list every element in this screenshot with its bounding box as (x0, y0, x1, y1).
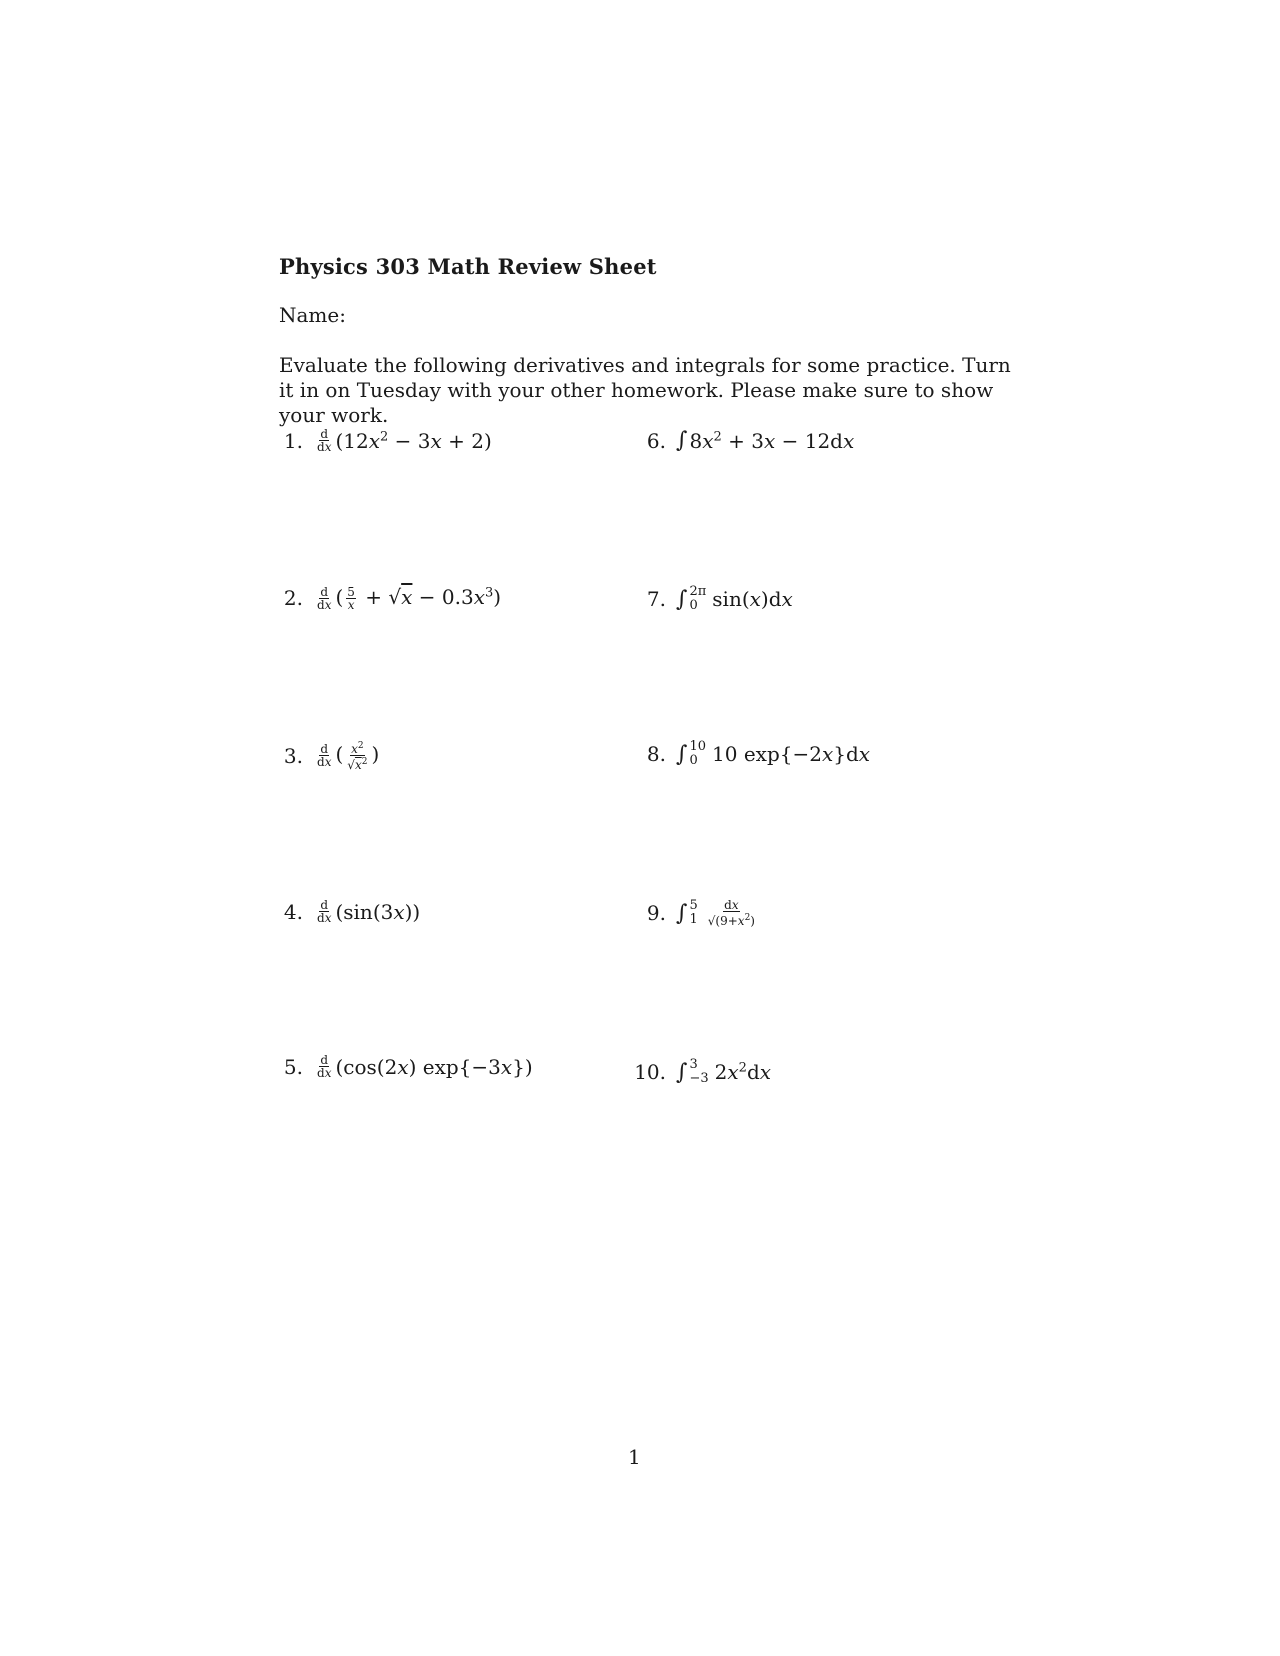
problem-expression: sin(x)dx (712, 587, 793, 611)
problem-expression: $8x^2 + 3x - 12dx$ (689, 428, 855, 453)
derivative-operator: $\frac{d}{dx}$ (317, 898, 332, 925)
derivative-operator: $\frac{d}{dx}$ (317, 427, 332, 454)
instructions: Evaluate the following derivatives and integrals for some practice. Turn it in on Tuesday with your other homework. Please make sure to show your work. (279, 353, 1011, 427)
problem-number: 5. (283, 1054, 303, 1079)
integral-limits: 5 1 (689, 898, 698, 927)
derivative-operator: $\frac{d}{dx}$ (317, 742, 332, 769)
problem-number: 4. (283, 899, 303, 924)
integral-sign: ∫ (676, 586, 688, 612)
integral-limits: 10 0 (689, 739, 707, 768)
problem-number: 9. (646, 901, 666, 925)
problem-8 (634, 740, 870, 768)
integral-sign: ∫ (676, 741, 688, 767)
problem-9 (634, 899, 759, 927)
problem-expression: ( $\frac{5}{x}$ + $√x - 0.3x^3$) (335, 585, 502, 612)
problem-number: 3. (283, 743, 303, 768)
integral-sign: ∫ (676, 428, 688, 453)
problem-expression: $2x^2dx$ (714, 1060, 772, 1084)
problem-number: 6. (646, 428, 666, 453)
problem-number: 8. (646, 742, 666, 766)
problem-expression: $\frac{dx}{√(9+x^2)}$ (707, 898, 755, 928)
problem-10 (634, 1058, 771, 1086)
page-number: 1 (628, 1445, 641, 1469)
problem-number: 1. (283, 428, 303, 453)
problem-expression: 10 exp{−2x}dx (712, 742, 871, 766)
problem-number: 10. (634, 1060, 666, 1084)
name-label: Name: (279, 303, 346, 327)
derivative-operator: $\frac{d}{dx}$ (317, 1053, 332, 1080)
problem-number: 7. (646, 587, 666, 611)
problem-7 (634, 585, 793, 613)
problem-number: 2. (283, 586, 303, 610)
problem-6 (634, 428, 854, 453)
derivative-operator: $\frac{d}{dx}$ (317, 584, 332, 612)
problem-4 (277, 899, 420, 924)
problem-expression: ( $\frac{x^2}{√x^2}$ ) (335, 741, 380, 772)
problem-expression: $(12x^2 - 3x + 2)$ (335, 428, 492, 453)
integral-limits: 3 −3 (689, 1057, 709, 1086)
problem-1 (277, 428, 492, 453)
problem-3 (277, 740, 379, 771)
problem-expression: (sin(3x)) (335, 899, 421, 924)
problem-5 (277, 1054, 533, 1079)
integral-limits: 2π 0 (689, 584, 707, 613)
integral-sign: ∫ (676, 900, 688, 926)
problem-2 (277, 585, 501, 611)
problem-expression: (cos(2x) exp{−3x}) (335, 1054, 533, 1079)
page-title: Physics 303 Math Review Sheet (279, 254, 657, 279)
integral-sign: ∫ (676, 1059, 688, 1085)
